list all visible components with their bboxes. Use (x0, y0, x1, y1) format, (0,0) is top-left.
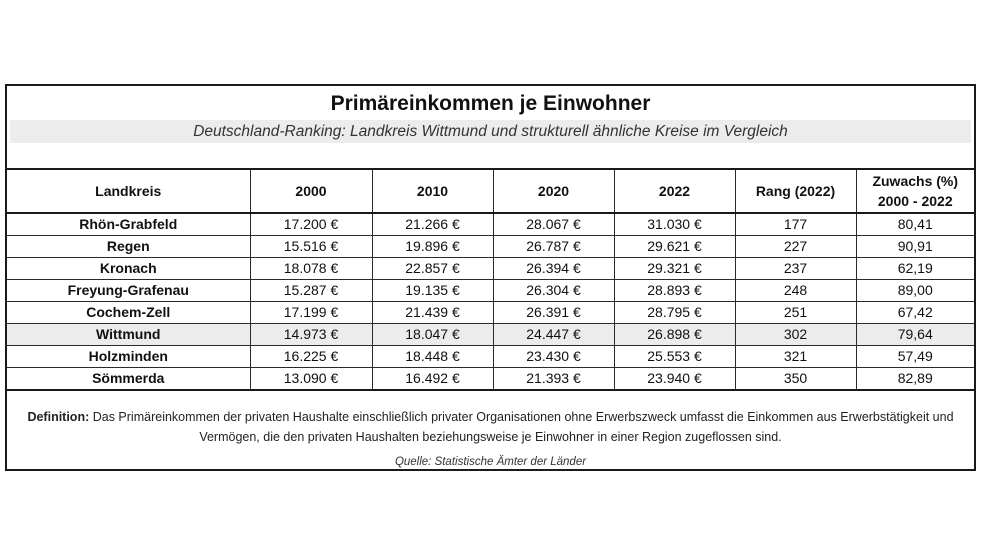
cell-rank: 177 (735, 213, 856, 236)
cell-region: Freyung-Grafenau (7, 280, 250, 302)
header-growth-line2: 2000 - 2022 (877, 193, 953, 209)
cell-rank: 302 (735, 324, 856, 346)
cell-2022: 31.030 € (614, 213, 735, 236)
cell-2022: 29.321 € (614, 258, 735, 280)
cell-2000: 15.287 € (250, 280, 372, 302)
table-row (7, 213, 974, 236)
cell-2020: 21.393 € (493, 368, 614, 391)
cell-2010: 22.857 € (372, 258, 493, 280)
cell-rank: 237 (735, 258, 856, 280)
header-2022: 2022 (614, 169, 735, 213)
cell-2000: 17.199 € (250, 302, 372, 324)
cell-growth: 62,19 (856, 258, 974, 280)
table-header-row (7, 169, 974, 213)
cell-growth: 90,91 (856, 236, 974, 258)
header-2000: 2000 (250, 169, 372, 213)
cell-2010: 21.439 € (372, 302, 493, 324)
cell-2020: 26.391 € (493, 302, 614, 324)
cell-2010: 18.047 € (372, 324, 493, 346)
cell-2020: 26.787 € (493, 236, 614, 258)
cell-growth: 57,49 (856, 346, 974, 368)
cell-rank: 248 (735, 280, 856, 302)
cell-2022: 26.898 € (614, 324, 735, 346)
cell-2020: 24.447 € (493, 324, 614, 346)
cell-2022: 29.621 € (614, 236, 735, 258)
cell-2022: 28.795 € (614, 302, 735, 324)
cell-2010: 21.266 € (372, 213, 493, 236)
cell-2010: 19.135 € (372, 280, 493, 302)
table-row (7, 302, 974, 324)
cell-growth: 80,41 (856, 213, 974, 236)
cell-region: Regen (7, 236, 250, 258)
cell-2000: 16.225 € (250, 346, 372, 368)
cell-growth: 82,89 (856, 368, 974, 391)
cell-2000: 18.078 € (250, 258, 372, 280)
cell-2000: 14.973 € (250, 324, 372, 346)
definition-label: Definition: (27, 410, 90, 424)
cell-rank: 227 (735, 236, 856, 258)
table-row (7, 346, 974, 368)
cell-2022: 23.940 € (614, 368, 735, 391)
definition-note (27, 407, 954, 447)
cell-2020: 26.394 € (493, 258, 614, 280)
cell-region: Holzminden (7, 346, 250, 368)
table-row (7, 280, 974, 302)
cell-region: Sömmerda (7, 368, 250, 391)
header-rank: Rang (2022) (735, 169, 856, 213)
header-2020: 2020 (493, 169, 614, 213)
table-row-highlighted (7, 324, 974, 346)
cell-2020: 26.304 € (493, 280, 614, 302)
table-row (7, 258, 974, 280)
definition-text: Das Primäreinkommen der privaten Haushalte einschließlich privater Organisationen ohne Erwerbszweck umfasst die Einkommen aus Erwerbstätigkeit und Vermögen, die den privaten Haushalten beziehungsweise je Einwohner in einer Region zugeflossen sind. (92, 410, 954, 444)
cell-2022: 28.893 € (614, 280, 735, 302)
cell-growth: 89,00 (856, 280, 974, 302)
cell-region: Cochem-Zell (7, 302, 250, 324)
cell-2010: 18.448 € (372, 346, 493, 368)
table-row (7, 368, 974, 391)
cell-2010: 19.896 € (372, 236, 493, 258)
page-subtitle: Deutschland-Ranking: Landkreis Wittmund und strukturell ähnliche Kreise im Vergleich (193, 123, 788, 140)
header-region: Landkreis (7, 169, 250, 213)
cell-region: Wittmund (7, 324, 250, 346)
cell-rank: 321 (735, 346, 856, 368)
subtitle-band (10, 120, 971, 143)
cell-2000: 13.090 € (250, 368, 372, 391)
header-2010: 2010 (372, 169, 493, 213)
cell-region: Rhön-Grabfeld (7, 213, 250, 236)
cell-growth: 79,64 (856, 324, 974, 346)
cell-growth: 67,42 (856, 302, 974, 324)
cell-2000: 15.516 € (250, 236, 372, 258)
cell-rank: 350 (735, 368, 856, 391)
header-growth (856, 169, 974, 213)
page-title: Primäreinkommen je Einwohner (330, 92, 651, 115)
source-note: Quelle: Statistische Ämter der Länder (394, 456, 587, 468)
table-row (7, 236, 974, 258)
cell-2010: 16.492 € (372, 368, 493, 391)
income-table (7, 168, 974, 391)
ranking-table-panel (5, 84, 976, 471)
cell-2020: 23.430 € (493, 346, 614, 368)
header-growth-line1: Zuwachs (%) (872, 173, 959, 189)
cell-2022: 25.553 € (614, 346, 735, 368)
cell-rank: 251 (735, 302, 856, 324)
cell-2000: 17.200 € (250, 213, 372, 236)
cell-region: Kronach (7, 258, 250, 280)
cell-2020: 28.067 € (493, 213, 614, 236)
